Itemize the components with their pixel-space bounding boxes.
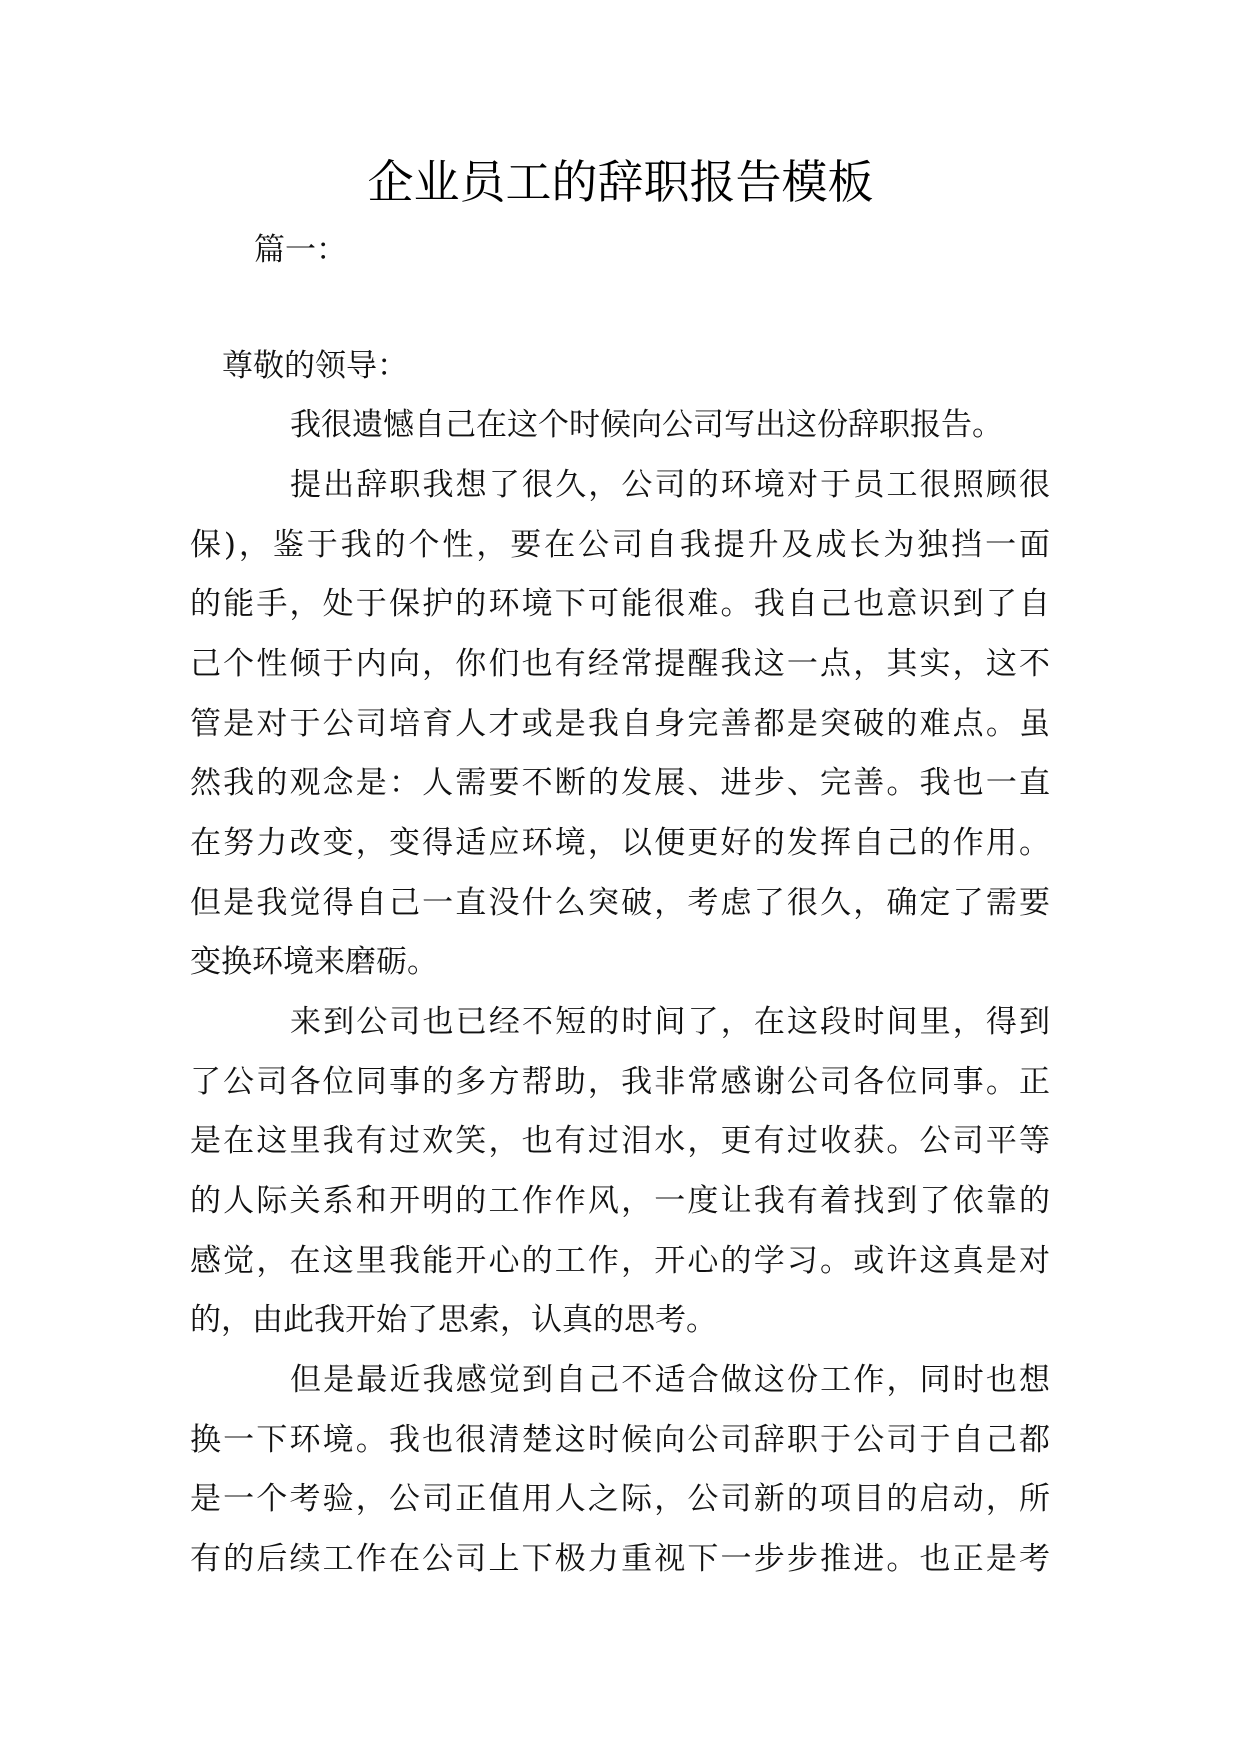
paragraph-line: 是一个考验，公司正值用人之际，公司新的项目的启动，所: [190, 1481, 1050, 1517]
paragraph-line: 提出辞职我想了很久，公司的环境对于员工很照顾很: [290, 467, 1050, 503]
paragraph-line: 的人际关系和开明的工作作风，一度让我有着找到了依靠的: [190, 1183, 1050, 1219]
paragraph-line: 感觉，在这里我能开心的工作，开心的学习。或许这真是对: [190, 1243, 1050, 1279]
paragraph-line: 然我的观念是：人需要不断的发展、进步、完善。我也一直: [190, 765, 1050, 801]
paragraph-line: 我很遗憾自己在这个时候向公司写出这份辞职报告。: [290, 407, 1003, 443]
paragraph-line: 变换环境来磨砺。: [190, 944, 438, 980]
paragraph-line: 己个性倾于内向，你们也有经常提醒我这一点，其实，这不: [190, 646, 1050, 682]
document-title: 企业员工的辞职报告模板: [367, 155, 874, 209]
paragraph-line: 管是对于公司培育人才或是我自身完善都是突破的难点。虽: [190, 706, 1050, 742]
paragraph-line: 在努力改变，变得适应环境，以便更好的发挥自己的作用。: [190, 825, 1050, 861]
section-label: 篇一：: [254, 232, 347, 268]
paragraph-line: 保)，鉴于我的个性，要在公司自我提升及成长为独挡一面: [190, 527, 1050, 563]
paragraph-line: 是在这里我有过欢笑，也有过泪水，更有过收获。公司平等: [190, 1123, 1050, 1159]
paragraph-line: 的，由此我开始了思索，认真的思考。: [190, 1302, 717, 1338]
paragraph-line: 了公司各位同事的多方帮助，我非常感谢公司各位同事。正: [190, 1064, 1050, 1100]
paragraph-line: 有的后续工作在公司上下极力重视下一步步推进。也正是考: [190, 1541, 1050, 1577]
paragraph-line: 换一下环境。我也很清楚这时候向公司辞职于公司于自己都: [190, 1422, 1050, 1458]
paragraph-line: 来到公司也已经不短的时间了，在这段时间里，得到: [290, 1004, 1050, 1040]
paragraph-line: 但是最近我感觉到自己不适合做这份工作，同时也想: [290, 1362, 1050, 1398]
paragraph-line: 但是我觉得自己一直没什么突破，考虑了很久，确定了需要: [190, 885, 1050, 921]
salutation: 尊敬的领导：: [222, 348, 408, 384]
paragraph-line: 的能手，处于保护的环境下可能很难。我自己也意识到了自: [190, 586, 1050, 622]
